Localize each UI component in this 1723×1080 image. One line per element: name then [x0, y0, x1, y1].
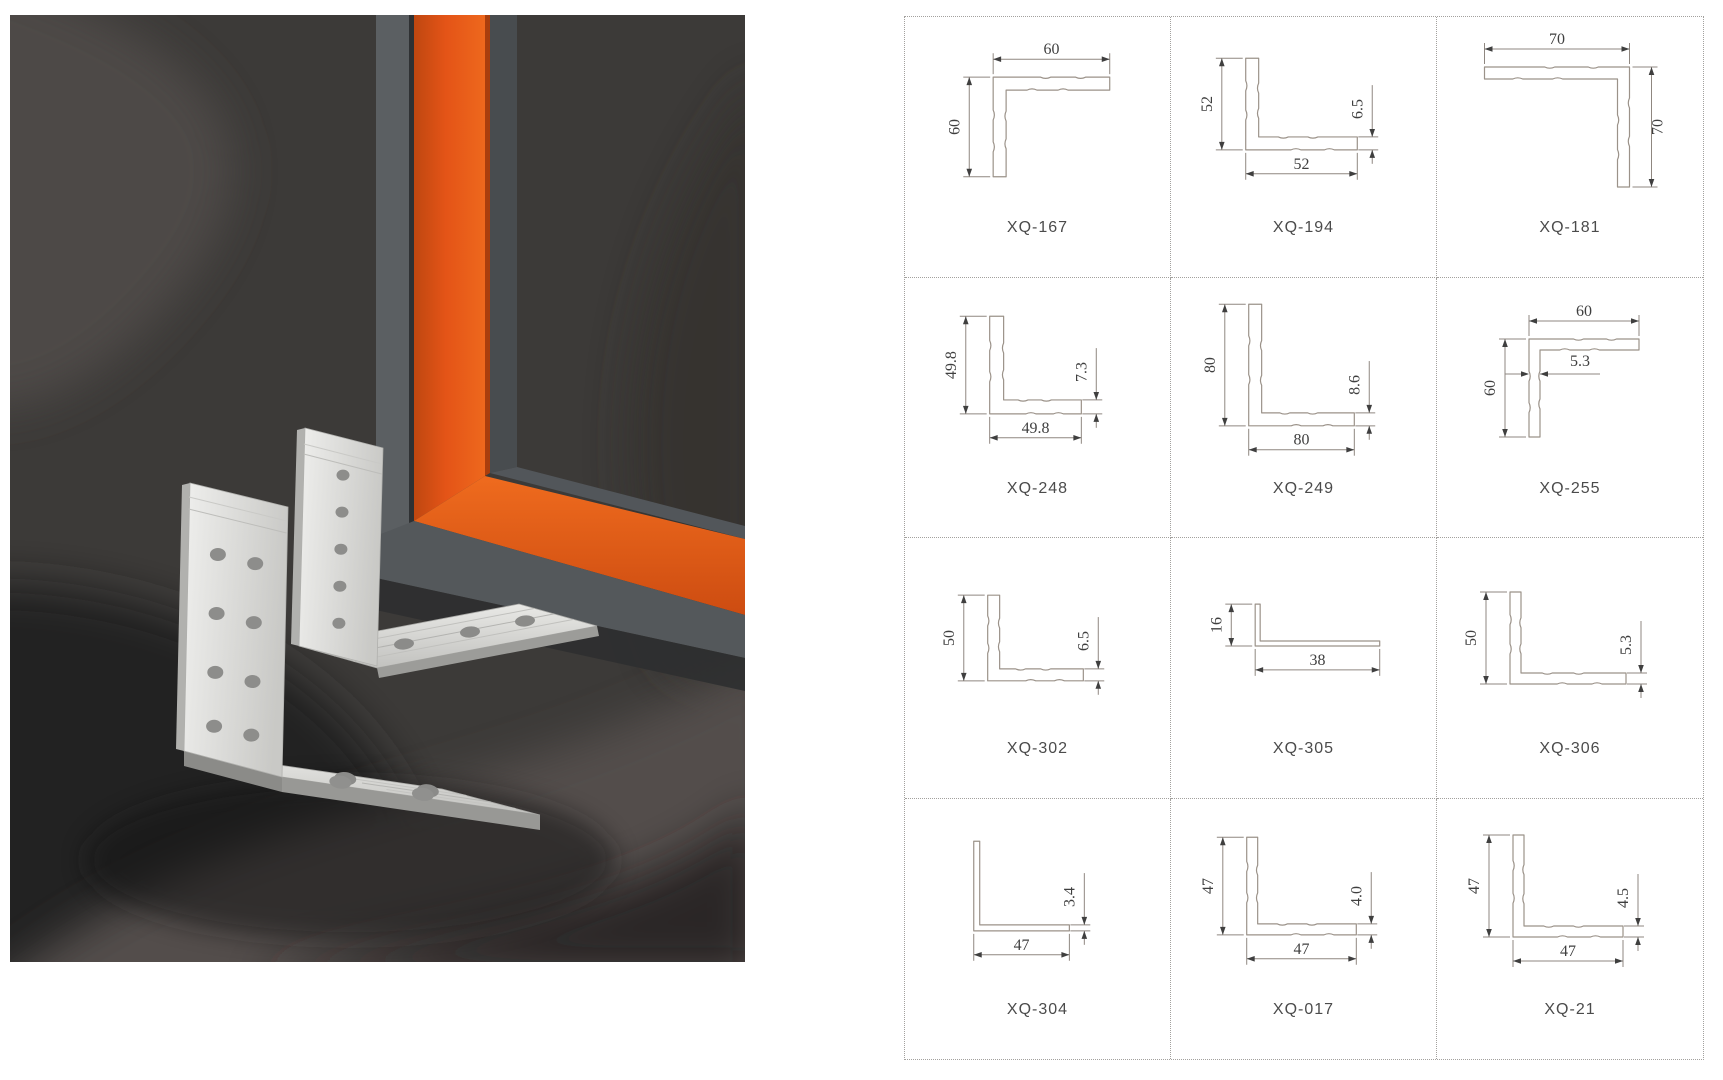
profile-code: XQ-255 [1539, 479, 1601, 497]
catalog-cell [905, 278, 1171, 539]
catalog-cell [905, 799, 1171, 1060]
dimension-value: 47 [1560, 942, 1576, 960]
dimension-value: 60 [1043, 41, 1060, 59]
dimensions [1482, 303, 1639, 437]
profile-outline [993, 77, 1110, 177]
catalog-cell [1437, 538, 1703, 799]
dimension-value: 3.4 [1061, 886, 1079, 907]
frame-orange-edge [485, 15, 490, 476]
profile-outline [990, 316, 1082, 414]
dimensions [1202, 304, 1375, 455]
catalog-cell [905, 17, 1171, 278]
dimension-value: 80 [1293, 431, 1310, 449]
dimension-value: 47 [1293, 940, 1310, 958]
dimension-value: 50 [940, 630, 958, 646]
bracket-hole [209, 607, 225, 620]
dimension-value: 47 [1013, 936, 1030, 954]
dimension-value: 4.0 [1348, 885, 1366, 906]
catalog-cell [1171, 278, 1437, 539]
profile-drawing [1171, 17, 1436, 217]
dimension-value: 52 [1293, 155, 1310, 173]
dimension-value: 5.3 [1570, 352, 1590, 370]
profile-code: XQ-306 [1539, 740, 1601, 757]
catalog-cell [1171, 17, 1437, 278]
profile-drawing [1437, 17, 1703, 217]
dimensions [943, 316, 1102, 444]
dimension-value: 38 [1309, 651, 1326, 669]
dimension-value: 6.5 [1349, 99, 1367, 119]
profile-drawing [905, 278, 1170, 478]
bracket-hole [210, 548, 226, 561]
profile-outline [988, 595, 1084, 681]
profile-outline [1485, 67, 1630, 187]
profile-outline [1249, 304, 1355, 426]
dimensions [1200, 837, 1377, 965]
profile-code: XQ-302 [1006, 740, 1069, 757]
dimension-value: 6.5 [1075, 631, 1093, 651]
dimension-value: 49.8 [1021, 419, 1050, 437]
profile-drawing [1171, 799, 1436, 999]
bracket-hole [337, 470, 350, 481]
profile-drawing [905, 538, 1170, 738]
dimension-value: 50 [1463, 630, 1480, 646]
profile-code: XQ-194 [1272, 219, 1335, 236]
dimensions [974, 873, 1091, 961]
frame-gray-right [490, 15, 517, 473]
bracket-hole [336, 507, 349, 518]
dimension-value: 80 [1201, 356, 1219, 373]
frame-seam [409, 15, 414, 524]
bracket-hole [245, 675, 261, 688]
product-photo [10, 15, 745, 962]
frame-orange-vertical [414, 15, 485, 521]
bracket-hole [206, 720, 222, 733]
dimension-value: 52 [1198, 96, 1216, 113]
profile-drawing [1437, 538, 1703, 738]
dimension-value: 5.3 [1618, 635, 1635, 655]
dimension-value: 47 [1199, 877, 1217, 894]
catalog-cell [905, 538, 1171, 799]
profile-drawing [1437, 278, 1703, 478]
profile-code: XQ-304 [1006, 1000, 1069, 1018]
profile-outline [974, 841, 1070, 931]
dimensions [1485, 31, 1667, 187]
profile-outline [1246, 58, 1358, 150]
catalog-cell [1437, 17, 1703, 278]
bracket-hole [207, 666, 223, 679]
profile-outline [1255, 604, 1380, 646]
bracket-hole [246, 616, 262, 629]
dimension-value: 47 [1466, 877, 1483, 894]
profile-code: XQ-249 [1272, 479, 1335, 497]
bracket-hole [334, 544, 347, 555]
bracket-hole [333, 581, 346, 592]
dimension-value: 70 [1549, 31, 1565, 48]
profile-catalog [904, 16, 1704, 1060]
profile-outline [1510, 592, 1626, 684]
dimension-value: 49.8 [942, 350, 960, 379]
dimensions [1199, 58, 1378, 180]
profile-drawing [905, 799, 1170, 999]
profile-outline [1247, 837, 1357, 935]
catalog-cell [1437, 799, 1703, 1060]
profile-code: XQ-181 [1539, 219, 1601, 236]
dimension-value: 70 [1649, 119, 1667, 135]
dimension-value: 7.3 [1073, 361, 1091, 382]
dimensions [1208, 604, 1379, 676]
dimension-value: 60 [1482, 379, 1499, 396]
dimension-value: 60 [1576, 302, 1592, 320]
profile-drawing [1437, 799, 1703, 999]
profile-code: XQ-017 [1272, 1000, 1335, 1018]
profile-code: XQ-167 [1006, 219, 1069, 236]
profile-code: XQ-305 [1272, 740, 1335, 757]
catalog-cell [1171, 538, 1437, 799]
dimension-value: 4.5 [1615, 887, 1632, 908]
profile-code: XQ-21 [1544, 1000, 1596, 1018]
profile-outline [1513, 835, 1623, 937]
dimensions [946, 41, 1109, 177]
catalog-cell [1437, 278, 1703, 539]
floor-shadow [85, 780, 615, 940]
profile-drawing [1171, 278, 1436, 478]
bracket-hole [243, 729, 259, 742]
catalog-cell [1171, 799, 1437, 1060]
dimensions [1466, 835, 1644, 967]
bracket-hole [332, 618, 345, 629]
bracket-hole [247, 557, 263, 570]
profile-drawing [1171, 538, 1436, 738]
profile-drawing [905, 17, 1170, 217]
dimension-value: 16 [1208, 617, 1226, 634]
profile-code: XQ-248 [1006, 479, 1069, 497]
dimension-value: 60 [946, 119, 964, 135]
dimension-value: 8.6 [1346, 374, 1364, 395]
